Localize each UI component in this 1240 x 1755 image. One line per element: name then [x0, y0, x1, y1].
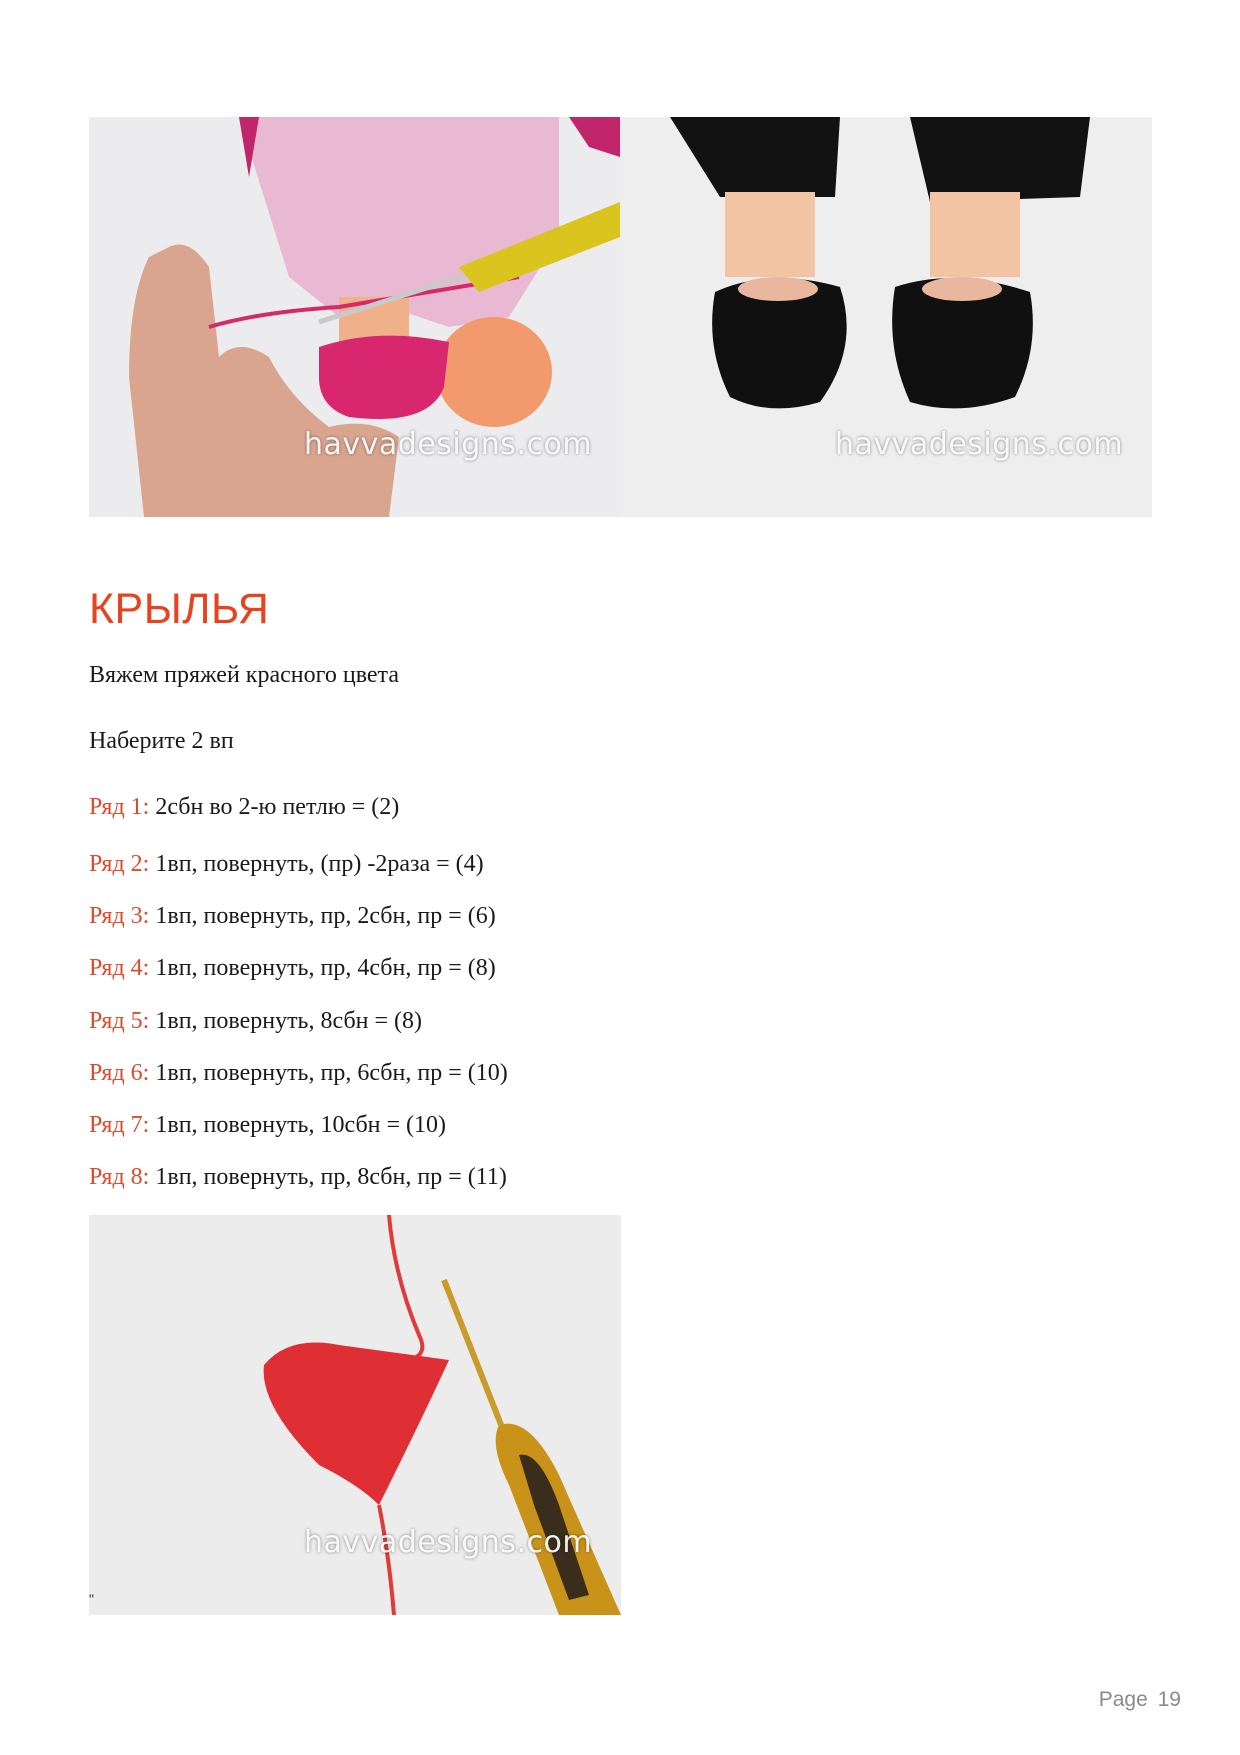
row-label: Ряд 2: [89, 851, 150, 877]
photo-black-shoes [620, 117, 1152, 517]
watermark: havvadesigns.com [835, 427, 1124, 462]
chain-instruction: Наберите 2 вп [89, 728, 234, 754]
row-text: 1вп, повернуть, пр, 8сбн, пр = (11) [149, 1164, 507, 1190]
row-text: 2сбн во 2-ю петлю = (2) [149, 794, 400, 820]
row-text: 1вп, повернуть, пр, 4сбн, пр = (8) [149, 955, 496, 981]
page-number: Page 19 [1098, 1688, 1181, 1711]
photo-pink-doll-shoe [89, 117, 620, 517]
row-text: 1вп, повернуть, 8сбн = (8) [149, 1008, 423, 1034]
row-text: 1вп, повернуть, пр, 2сбн, пр = (6) [149, 903, 496, 929]
row-label: Ряд 7: [89, 1112, 150, 1138]
row-label: Ряд 5: [89, 1008, 150, 1034]
row-instruction [89, 794, 399, 821]
row-instruction [89, 1112, 446, 1139]
row-instruction [89, 1008, 422, 1035]
row-text: 1вп, повернуть, (пр) -2раза = (4) [149, 851, 484, 877]
watermark: havvadesigns.com [304, 427, 593, 462]
row-instruction [89, 1164, 507, 1191]
section-heading: КРЫЛЬЯ [89, 585, 270, 633]
row-text: 1вп, повернуть, 10сбн = (10) [149, 1112, 447, 1138]
watermark: havvadesigns.com [304, 1525, 593, 1560]
stray-quote-mark: " [89, 1591, 94, 1607]
row-instruction [89, 903, 496, 930]
intro-text: Вяжем пряжей красного цвета [89, 662, 399, 688]
row-label: Ряд 8: [89, 1164, 150, 1190]
photo-red-wing [89, 1215, 621, 1615]
row-label: Ряд 3: [89, 903, 150, 929]
row-label: Ряд 6: [89, 1060, 150, 1086]
row-label: Ряд 4: [89, 955, 150, 981]
row-instruction [89, 1060, 508, 1087]
row-instruction [89, 851, 484, 878]
row-instruction [89, 955, 496, 982]
row-label: Ряд 1: [89, 794, 150, 820]
row-text: 1вп, повернуть, пр, 6сбн, пр = (10) [149, 1060, 508, 1086]
